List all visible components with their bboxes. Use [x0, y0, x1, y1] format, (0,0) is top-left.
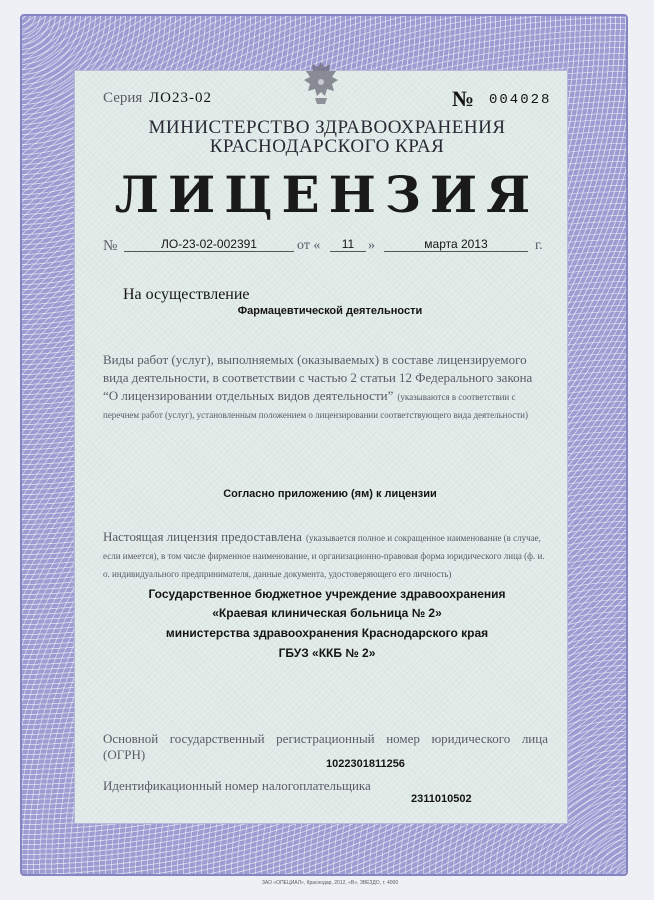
license-no-label: № — [103, 238, 118, 254]
ministry-line-2: КРАСНОДАРСКОГО КРАЯ — [209, 136, 445, 157]
coat-of-arms-emblem — [300, 58, 342, 108]
org-name-line-1: Государственное бюджетное учреждение здравоохранения — [148, 587, 506, 601]
granted-main-text: Настоящая лицензия предоставлена — [103, 529, 302, 544]
activity-label: На осуществление — [123, 286, 250, 303]
ogrn-value: 1022301811256 — [326, 758, 405, 770]
ministry-line-1: МИНИСТЕРСТВО ЗДРАВООХРАНЕНИЯ — [148, 117, 506, 138]
license-day: 11 — [330, 237, 366, 252]
org-name-line-2: «Краевая клиническая больница № 2» — [212, 606, 442, 620]
works-value: Согласно приложению (ям) к лицензии — [223, 488, 437, 500]
works-description — [103, 351, 548, 423]
printer-imprint: ЗАО «ОПЕЦИАЛ», Краснодар, 2012, «В», ЗВЕЗДО, т. 4000 — [261, 880, 399, 886]
ogrn-label: Основной государственный регистрационный номер юридического лица (ОГРН) — [103, 731, 548, 762]
activity-value: Фармацевтической деятельности — [237, 305, 423, 317]
org-name-line-4: ГБУЗ «ККБ № 2» — [278, 646, 376, 660]
granted-description — [103, 528, 548, 582]
number-sign: № — [452, 86, 475, 111]
inn-value: 2311010502 — [411, 793, 472, 805]
document-title: ЛИЦЕНЗИЯ — [114, 165, 540, 224]
works-main-text: Виды работ (услуг), выполняемых (оказываемых) в составе лицензируемого вида деятельности, в соответствии с частью 2 статьи 12 Федерального закона “О лицензировании отдельных видов деятельности” — [103, 352, 533, 403]
inn-label: Идентификационный номер налогоплательщика — [103, 778, 371, 793]
series-value: ЛО23-02 — [149, 90, 213, 106]
number-value: 004028 — [489, 92, 552, 108]
date-from-label: от « — [297, 238, 321, 253]
license-month-year: марта 2013 — [384, 237, 528, 252]
works-note: (указываются в соответствии с перечнем работ (услуг), установленным положением о лицензировании соответствующего вида деятельности) — [103, 392, 528, 420]
granted-note: (указывается полное и сокращенное наименование (в случае, если имеется), в том числе фирменное наименование, и организационно-правовая форма юридического лица (ф. и. о. индивидуального предпринимателя, данные документа, удостоверяющего его личность) — [103, 533, 545, 579]
license-number: ЛО-23-02-002391 — [124, 237, 294, 252]
date-close-quote: » — [368, 238, 375, 253]
year-suffix: г. — [535, 238, 543, 253]
series-label: Серия — [103, 90, 143, 106]
org-name-line-3: министерства здравоохранения Краснодарского края — [165, 626, 489, 640]
